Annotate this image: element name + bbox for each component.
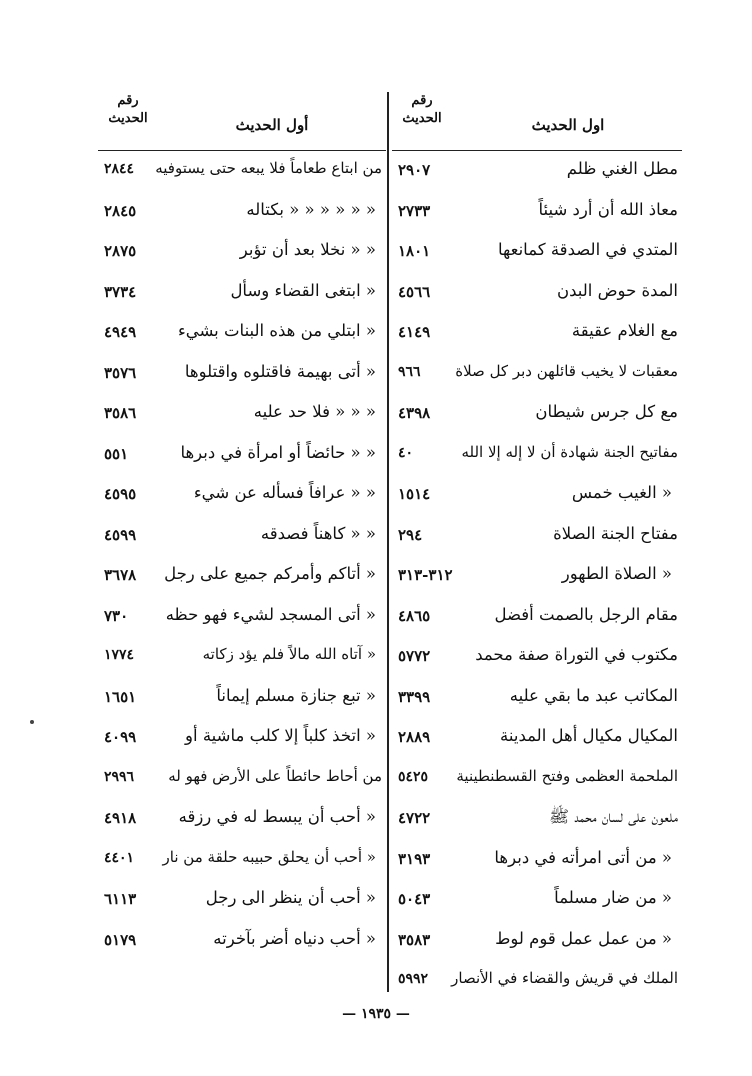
margin-mark (30, 720, 34, 724)
hadith-number: ١٨٠١ (398, 242, 431, 260)
hadith-opening-text: « « « « « « بكتاله (246, 199, 376, 219)
index-entry (98, 880, 386, 921)
hadith-number: ٤٨٦٥ (398, 606, 431, 625)
hadith-opening-text: « الغيب خمس (571, 483, 672, 502)
hadith-opening-text: « الصلاة الطهور (561, 564, 672, 583)
right-index-list (392, 151, 682, 1002)
hadith-number: ٤٥٩٥ (104, 485, 137, 503)
hadith-number: ٢٨٤٤ (104, 161, 135, 177)
hadith-number: ٣٥٨٦ (104, 404, 137, 422)
hadith-opening-text: من أحاط حائطاً على الأرض فهو له (168, 766, 382, 785)
hadith-opening-text: الملحمة العظمى وفتح القسطنطينية (456, 766, 678, 785)
hadith-number-heading: رقم الحديث (108, 93, 148, 126)
hadith-number: ٣٣٩٩ (398, 687, 431, 706)
hadith-number: ٤٩٤٩ (104, 323, 137, 341)
hadith-opening-text: المدة حوض البدن (557, 280, 678, 300)
hadith-opening-text: معقبات لا يخيب قائلهن دبر كل صلاة (455, 361, 678, 380)
hadith-opening-text: معاذ الله أن أرد شيئاً (538, 199, 678, 219)
index-entry (392, 516, 682, 557)
index-entry (98, 799, 386, 840)
hadith-opening-text: « أتى المسجد لشيء فهو حظه (165, 604, 376, 624)
index-entry (98, 273, 386, 314)
hadith-number: ٢٧٣٣ (398, 201, 431, 220)
hadith-opening-text: « « كاهناً فصدقه (260, 523, 376, 543)
hadith-opening-text: « أحب دنياه أضر بآخرته (213, 928, 376, 948)
hadith-opening-text: مع الغلام عقيقة (571, 321, 678, 340)
index-entry (98, 475, 386, 516)
hadith-opening-text: المكاتب عبد ما بقي عليه (509, 685, 678, 705)
hadith-opening-text: « « « فلا حد عليه (253, 402, 376, 421)
hadith-number: ٧٣٠ (104, 606, 129, 625)
index-entry (392, 151, 682, 192)
hadith-number: ٩٦٦ (398, 363, 421, 380)
hadith-opening-text: « « عرافاً فسأله عن شيء (193, 483, 376, 502)
right-column-header (392, 92, 682, 151)
index-entry (392, 192, 682, 233)
hadith-number: ١٦٥١ (104, 687, 137, 706)
hadith-number: ٣٥٨٣ (398, 930, 431, 949)
left-index-list (98, 151, 386, 961)
hadith-number: ٥٥١ (104, 444, 129, 463)
hadith-number: ٦١١٣ (104, 890, 137, 908)
hadith-opening-text: مطل الغني ظلم (566, 159, 678, 178)
hadith-number: ٥٠٤٣ (398, 890, 431, 908)
index-entry (392, 799, 682, 840)
hadith-number: ٥٩٩٢ (398, 971, 429, 987)
hadith-opening-text: ملعون على لسان محمد ﷺ (549, 807, 678, 826)
index-entry (98, 597, 386, 638)
column-divider (387, 92, 389, 992)
hadith-opening-text: المكيال مكيال أهل المدينة (500, 726, 678, 745)
hadith-number: ٤٠٩٩ (104, 728, 137, 746)
index-entry (392, 880, 682, 921)
hadith-opening-text: « من عمل عمل قوم لوط (495, 928, 672, 948)
hadith-start-heading: اول الحديث (531, 116, 605, 134)
hadith-number: ٤٥٦٦ (398, 282, 431, 301)
index-entry (392, 678, 682, 719)
hadith-number: ٥٧٧٢ (398, 647, 431, 665)
hadith-number: ٣٧٣٤ (104, 282, 137, 301)
hadith-number: ٢٩٩٦ (104, 768, 135, 785)
hadith-number: ٢٩٤ (398, 525, 423, 544)
index-entry (392, 759, 682, 800)
hadith-number: ٤٧٢٢ (398, 809, 431, 827)
index-entry (392, 961, 682, 1002)
hadith-opening-text: من ابتاع طعاماً فلا يبعه حتى يستوفيه (155, 159, 382, 177)
hadith-opening-text: « ابتغى القضاء وسأل (230, 280, 376, 300)
hadith-start-heading: أول الحديث (235, 116, 309, 134)
index-entry (392, 637, 682, 678)
hadith-opening-text: مفاتيح الجنة شهادة أن لا إله إلا الله (461, 442, 678, 461)
index-entry (98, 840, 386, 881)
hadith-opening-text: « آتاه الله مالاً فلم يؤد زكاته (202, 645, 376, 663)
hadith-opening-text: « اتخذ كلباً إلا كلب ماشية أو (185, 726, 376, 745)
hadith-number: ٣١٢-٣١٣ (398, 566, 453, 584)
hadith-opening-text: « « نخلا بعد أن تؤبر (239, 240, 376, 259)
index-entry (392, 597, 682, 638)
index-entry (392, 718, 682, 759)
hadith-number: ٢٨٨٩ (398, 728, 431, 746)
hadith-opening-text: « « حائضاً أو امرأة في دبرها (180, 442, 376, 462)
hadith-opening-text: مكتوب في التوراة صفة محمد (475, 645, 678, 664)
hadith-opening-text: « أحب أن يبسط له في رزقه (178, 807, 376, 826)
left-column-header (98, 92, 386, 151)
index-entry (98, 556, 386, 597)
hadith-number: ٥٤٢٥ (398, 768, 429, 785)
index-entry (98, 921, 386, 962)
index-entry (98, 313, 386, 354)
index-entry (98, 354, 386, 395)
hadith-opening-text: « أتى بهيمة فاقتلوه واقتلوها (184, 361, 376, 381)
page-number: — ١٩٣٥ — (342, 1006, 410, 1022)
index-entry (392, 394, 682, 435)
index-entry (98, 718, 386, 759)
hadith-opening-text: المتدي في الصدقة كمانعها (497, 240, 678, 259)
index-entry (98, 232, 386, 273)
hadith-opening-text: مع كل جرس شيطان (535, 402, 678, 421)
index-entry (392, 435, 682, 476)
left-index-column (98, 92, 386, 992)
hadith-opening-text: « أحب أن يحلق حبيبه حلقة من نار (162, 847, 376, 866)
hadith-number: ٤٤٠١ (104, 849, 135, 866)
index-entry (98, 759, 386, 800)
hadith-number: ٤٣٩٨ (398, 404, 431, 422)
hadith-number: ٣١٩٣ (398, 849, 431, 868)
index-entry (392, 475, 682, 516)
hadith-number: ٥١٧٩ (104, 930, 137, 949)
index-entry (98, 516, 386, 557)
hadith-number: ٢٩٠٧ (398, 161, 431, 179)
hadith-number: ١٧٧٤ (104, 647, 135, 663)
index-entry (98, 192, 386, 233)
hadith-number: ٣٥٧٦ (104, 363, 137, 382)
hadith-number: ٤٩١٨ (104, 809, 137, 827)
hadith-opening-text: « أحب أن ينظر الى رجل (205, 888, 376, 907)
hadith-opening-text: « من أتى امرأته في دبرها (494, 847, 672, 867)
hadith-opening-text: « أتاكم وأمركم جميع على رجل (164, 564, 376, 583)
right-index-column (392, 92, 682, 992)
hadith-opening-text: مقام الرجل بالصمت أفضل (494, 604, 678, 624)
index-entry (392, 840, 682, 881)
index-entry (98, 637, 386, 678)
hadith-number-heading: رقم الحديث (402, 93, 442, 126)
hadith-opening-text: « من ضار مسلماً (554, 888, 672, 907)
index-entry (392, 273, 682, 314)
hadith-number: ٣٦٧٨ (104, 566, 137, 584)
index-entry (98, 151, 386, 192)
hadith-number: ٢٨٧٥ (104, 242, 137, 260)
index-entry (98, 394, 386, 435)
hadith-number: ١٥١٤ (398, 485, 431, 503)
hadith-opening-text: « ابتلي من هذه البنات بشيء (177, 321, 376, 340)
hadith-number: ٤٥٩٩ (104, 525, 137, 544)
hadith-opening-text: الملك في قريش والقضاء في الأنصار (451, 969, 678, 987)
hadith-opening-text: مفتاح الجنة الصلاة (553, 523, 678, 543)
hadith-number: ٤١٤٩ (398, 323, 431, 341)
index-entry (392, 232, 682, 273)
index-entry (392, 556, 682, 597)
index-entry (392, 354, 682, 395)
hadith-number: ٤٠ (398, 444, 414, 461)
index-entry (98, 678, 386, 719)
hadith-opening-text: « تبع جنازة مسلم إيماناً (216, 685, 376, 705)
index-entry (98, 435, 386, 476)
index-entry (392, 921, 682, 962)
hadith-number: ٢٨٤٥ (104, 201, 137, 220)
index-entry (392, 313, 682, 354)
